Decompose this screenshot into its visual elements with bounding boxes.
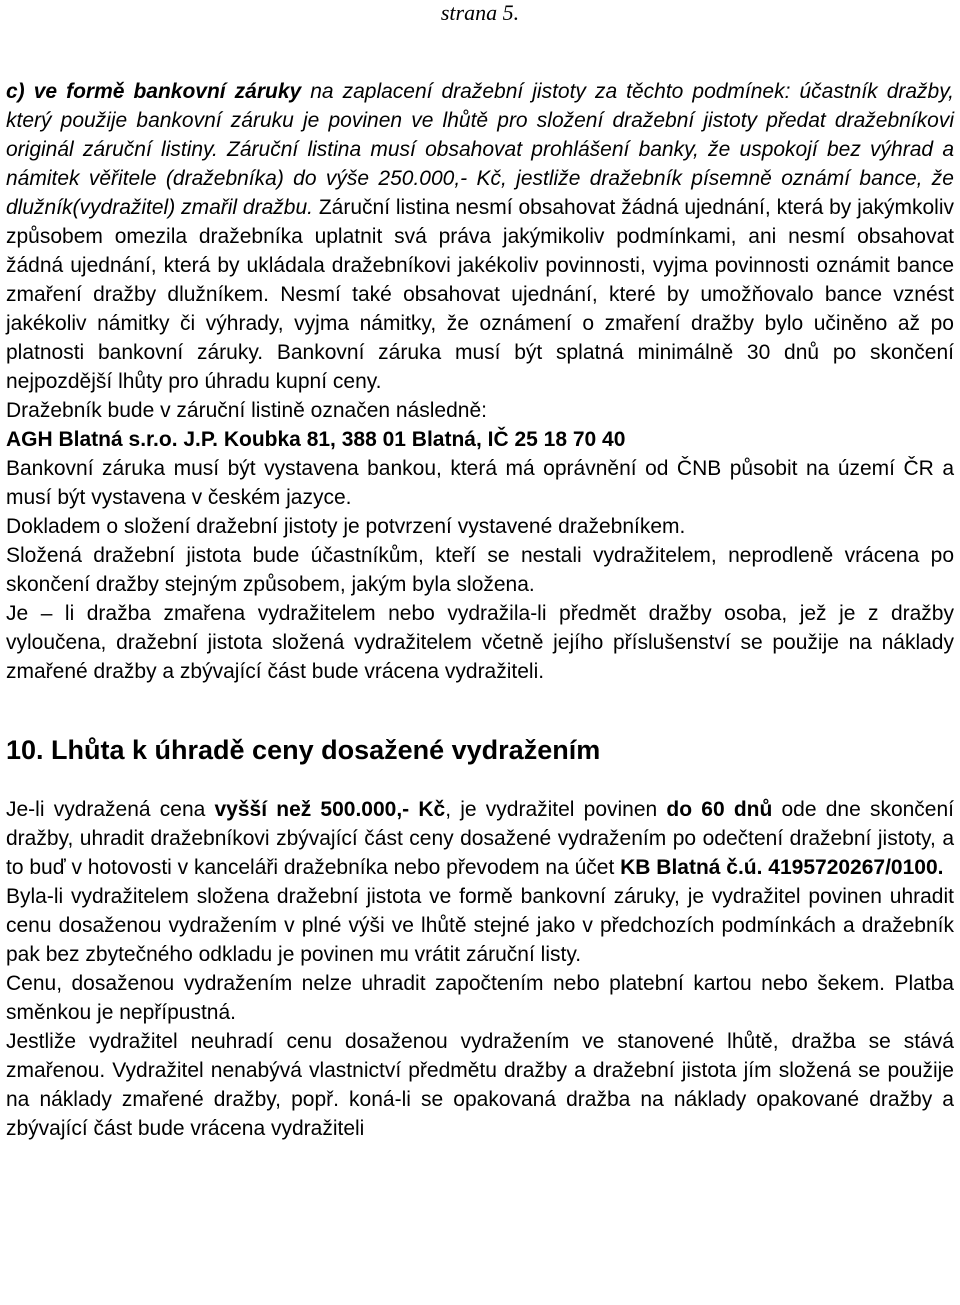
bold-text: vyšší než 500.000,- Kč xyxy=(214,798,446,821)
text: Je-li vydražená cena xyxy=(6,798,215,821)
document-body xyxy=(6,77,954,1143)
designation-value: AGH Blatná s.r.o. J.P. Koubka 81, 388 01 Blatná, IČ 25 18 70 40 xyxy=(6,428,626,451)
bank-account: KB Blatná č.ú. 4195720267/0100. xyxy=(620,856,944,879)
bank-guarantee-conditions: na zaplacení dražební jistoty za těchto podmínek: účastník dražby, který použije bankovní záruku je povinen ve lhůtě pro složení dražební jistoty předat dražebníkovi originál záruční listiny. Záruční listina musí obsahovat prohlášení banky, že uspokojí bez výhrad a námitek věřitele (dražebníka) do výše 250.000,- Kč, jestliže dražebník písemně oznámí bance, že dlužník(vydražitel) zmařil dražbu. xyxy=(6,80,954,219)
bank-guarantee-lead: c) ve formě bankovní záruky xyxy=(6,80,302,103)
bank-guarantee-restrictions: Záruční listina nesmí obsahovat žádná ujednání, která by jakýmkoliv způsobem omezila dražebníka uplatnit svá práva jakýmikoliv podmínkami, ani nesmí obsahovat žádná ujednání, která by ukládala dražebníkovi jakékoliv povinnosti, vyjma povinnosti oznámit bance zmaření dražby dlužníkem. Nesmí také obsahovat ujednání, které by umožňovalo bance vznést jakékoliv námitky či výhrady, vyjma námitky, že oznámení o zmaření dražby bylo učiněno až po platnosti bankovní záruky. Bankovní záruka musí být splatná minimálně 30 dnů po skončení nejpozdější lhůty pro úhradu kupní ceny. xyxy=(6,196,955,393)
bold-text: do 60 dnů xyxy=(666,798,773,821)
section-10-heading: 10. Lhůta k úhradě ceny dosažené vydražením xyxy=(6,735,601,765)
text: ode dne skončení dražby, uhradit dražebníkovi zbývající část ceny dosažené vydražením po odečtení dražební jistoty, a to buď v hotovosti v kanceláři dražebníka nebo převodem na účet xyxy=(6,798,954,879)
paragraph-bank-requirement: Bankovní záruka musí být vystavena bankou, která má oprávnění od ČNB působit na území ČR a musí být vystavena v českém jazyce. xyxy=(6,457,954,509)
paragraph-bank-guarantee xyxy=(6,77,954,396)
paragraph-return: Složená dražební jistota bude účastníkům, kteří se nestali vydražitelem, neprodleně vrácena po skončení dražby stejným způsobem, jakým byla složena. xyxy=(6,544,954,596)
paragraph-proof: Dokladem o složení dražební jistoty je potvrzení vystavené dražebníkem. xyxy=(6,515,686,538)
paragraph-thwarted: Je – li dražba zmařena vydražitelem nebo vydražila-li předmět dražby osoba, jež je z dražby vyloučena, dražební jistota složená vydražitelem včetně jejího příslušenství se použije na náklady zmařené dražby a zbývající část bude vrácena vydražiteli. xyxy=(6,602,954,683)
page-number: strana 5. xyxy=(440,0,520,25)
section-10-paragraph-4: Jestliže vydražitel neuhradí cenu dosaženou vydražením ve stanovené lhůtě, dražba se stává zmařenou. Vydražitel nenabývá vlastnictví předmětu dražby a dražební jistota jím složená se použije na náklady zmařené dražby, popř. koná-li se opakovaná dražba na náklady opakované dražby a zbývající část bude vrácena vydražiteli xyxy=(6,1030,954,1140)
section-10-paragraph-3: Cenu, dosaženou vydražením nelze uhradit započtením nebo platební kartou nebo šekem. Platba směnkou je nepřípustná. xyxy=(6,972,954,1024)
section-10-paragraph-1 xyxy=(6,795,954,882)
designation-label: Dražebník bude v záruční listině označen následně: xyxy=(6,399,487,422)
section-10-paragraph-2: Byla-li vydražitelem složena dražební jistota ve formě bankovní záruky, je vydražitel povinen uhradit cenu dosaženou vydražením v plné výši ve lhůtě stejné jako v předchozích podmínkách a dražebník pak bez zbytečného odkladu je povinen mu vrátit záruční listy. xyxy=(6,885,954,966)
text: , je vydražitel povinen xyxy=(445,798,667,821)
